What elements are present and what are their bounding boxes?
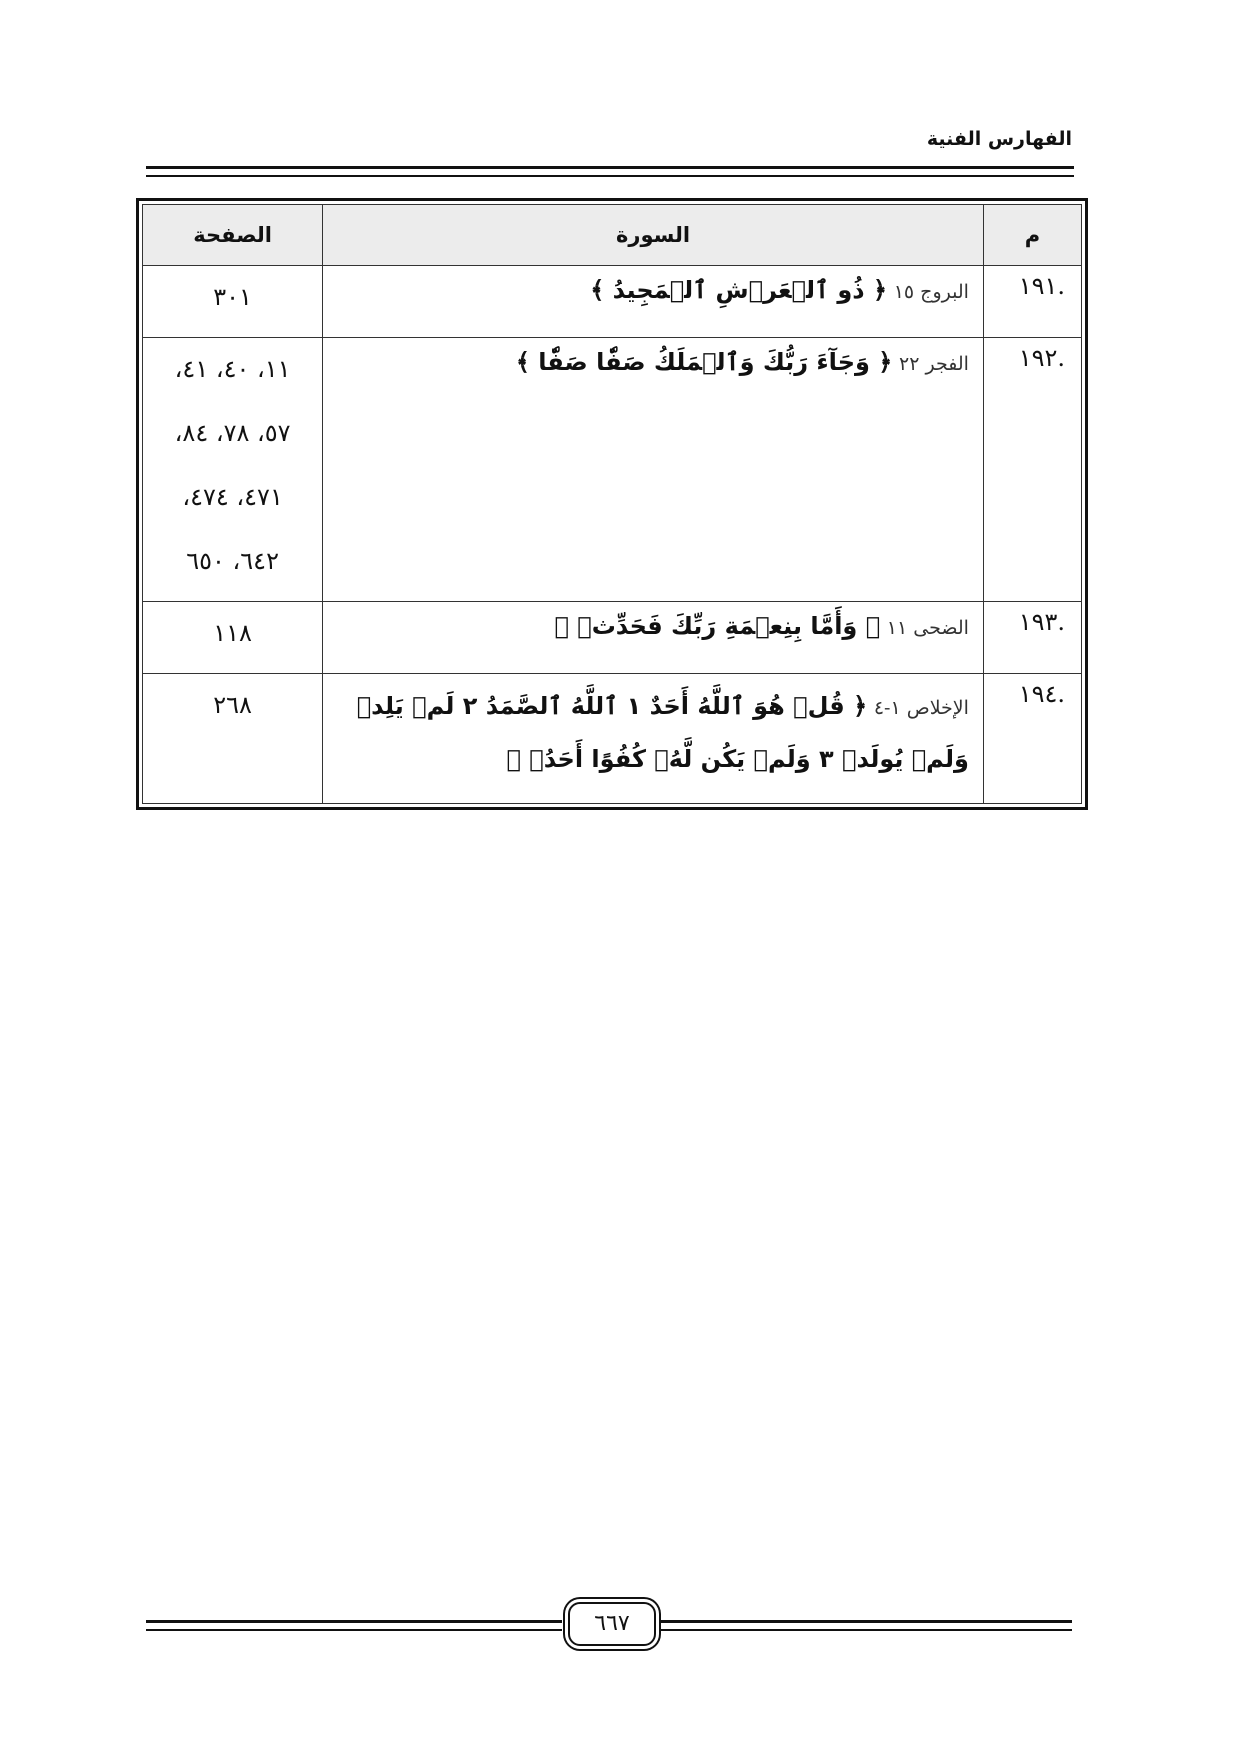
sura-cell [323,338,984,602]
page-cell [143,674,323,804]
quran-verse-index-table [142,204,1082,804]
page-ref: ٢٦٨ [213,691,252,719]
page-ref: ١١٨ [213,619,252,647]
running-header-title: الفهارس الفنية [926,128,1072,150]
column-header-page: الصفحة [143,205,323,266]
page-number: ٦٦٧ [568,1602,656,1646]
table-row [143,674,1082,804]
sura-cell [323,602,984,674]
page-ref: ٥٧، ٧٨، ٨٤، [174,419,291,447]
row-number: .١٩١ [983,266,1081,338]
table-row [143,338,1082,602]
table-row [143,602,1082,674]
column-header-number: م [983,205,1081,266]
sura-cell [323,674,984,804]
page-cell [143,338,323,602]
footer-rule-left [146,1620,562,1631]
row-number: .١٩٢ [983,338,1081,602]
header-double-rule [146,166,1074,177]
ayah-text: ﴿ وَأَمَّا بِنِعۡمَةِ رَبِّكَ فَحَدِّثۡ ﴾ [554,612,881,640]
index-table-frame [136,198,1088,810]
sura-cell [323,266,984,338]
page-cell [143,602,323,674]
ayah-text: ﴿ وَجَآءَ رَبُّكَ وَٱلۡمَلَكُ صَفّٗا صَفّٗا ﴾ [515,348,893,376]
page-cell [143,266,323,338]
sura-name: الفجر ٢٢ [899,353,969,375]
sura-name: الضحى ١١ [886,617,969,639]
ayah-text: ﴿ قُلۡ هُوَ ٱللَّهُ أَحَدٌ ١ ٱللَّهُ ٱلصَّمَدُ ٢ لَمۡ يَلِدۡ وَلَمۡ يُولَدۡ ٣ وَلَمۡ يَكُن لَّهُۥ كُفُوًا أَحَدُۢ ﴾ [356,692,969,773]
page-ref: ٣٠١ [213,283,252,311]
page-ref: ٦٤٢، ٦٥٠ [186,547,279,575]
row-number: .١٩٤ [983,674,1081,804]
table-header-row [143,205,1082,266]
table-row [143,266,1082,338]
sura-name: الإخلاص ١-٤ [873,697,969,719]
footer-rule-right [656,1620,1072,1631]
column-header-sura: السورة [323,205,984,266]
sura-name: البروج ١٥ [893,281,969,303]
page-ref: ٤٧١، ٤٧٤، [182,483,283,511]
ayah-text: ﴿ ذُو ٱلۡعَرۡشِ ٱلۡمَجِيدُ ﴾ [590,276,888,304]
row-number: .١٩٣ [983,602,1081,674]
page-ref: ١١، ٤٠، ٤١، [174,355,291,383]
